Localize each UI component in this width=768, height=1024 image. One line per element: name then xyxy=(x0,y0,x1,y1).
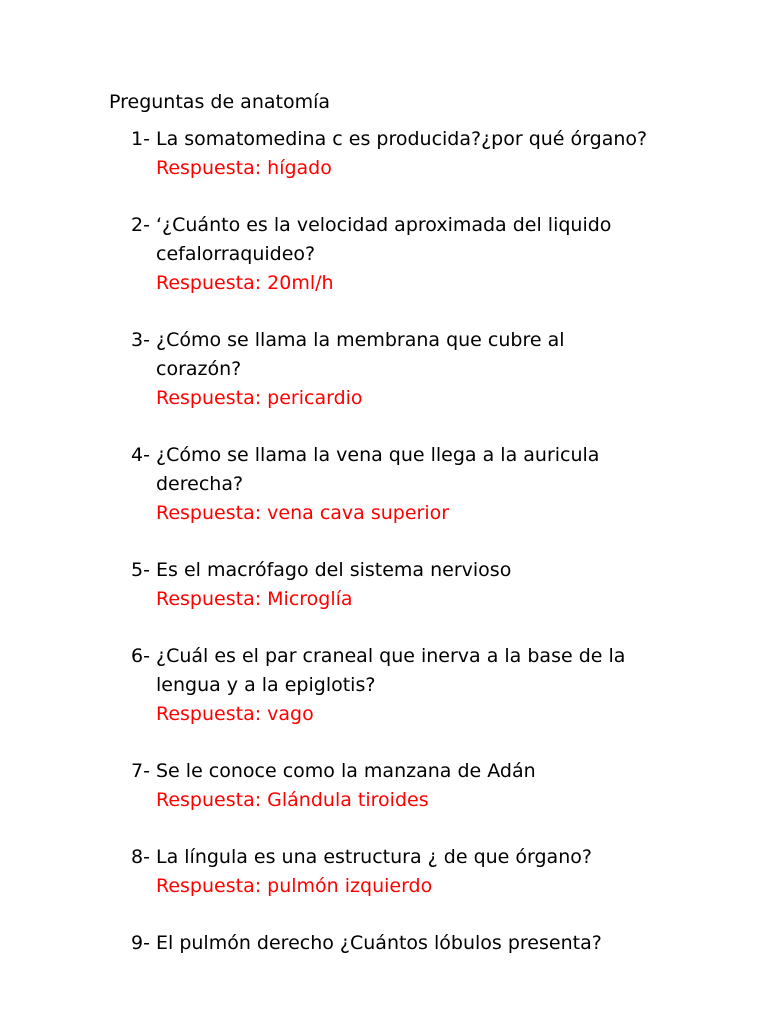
question-number: 6- xyxy=(131,645,150,667)
question-number: 7- xyxy=(131,760,150,782)
question-item-2 xyxy=(131,211,651,298)
question-text: ¿Cómo se llama la membrana que cubre al corazón? xyxy=(156,329,565,380)
question-text: ¿Cómo se llama la vena que llega a la auricula derecha? xyxy=(156,444,600,495)
question-number: 9- xyxy=(131,932,150,954)
answer-text: Respuesta: hígado xyxy=(156,157,332,179)
question-item-9 xyxy=(131,929,651,958)
question-text: ¿Cuál es el par craneal que inerva a la base de la lengua y a la epiglotis? xyxy=(156,645,626,696)
question-item-5 xyxy=(131,556,651,614)
question-number: 3- xyxy=(131,329,150,351)
question-list xyxy=(131,125,651,986)
answer-text: Respuesta: Glándula tiroides xyxy=(156,789,429,811)
question-text: Es el macrófago del sistema nervioso xyxy=(156,559,512,581)
answer-text: Respuesta: Microglía xyxy=(156,588,353,610)
answer-text: Respuesta: pulmón izquierdo xyxy=(156,875,433,897)
question-item-1 xyxy=(131,125,651,183)
question-item-8 xyxy=(131,843,651,901)
question-text: Se le conoce como la manzana de Adán xyxy=(156,760,536,782)
question-number: 1- xyxy=(131,128,150,150)
question-number: 4- xyxy=(131,444,150,466)
question-item-4 xyxy=(131,441,651,528)
question-text: El pulmón derecho ¿Cuántos lóbulos presenta? xyxy=(156,932,602,954)
question-item-6 xyxy=(131,642,651,729)
question-item-7 xyxy=(131,757,651,815)
question-number: 5- xyxy=(131,559,150,581)
answer-text: Respuesta: 20ml/h xyxy=(156,272,334,294)
question-text: La somatomedina c es producida?¿por qué órgano? xyxy=(156,128,648,150)
answer-text: Respuesta: vago xyxy=(156,703,314,725)
question-number: 8- xyxy=(131,846,150,868)
answer-text: Respuesta: vena cava superior xyxy=(156,502,450,524)
question-number: 2- xyxy=(131,214,150,236)
answer-text: Respuesta: pericardio xyxy=(156,387,363,409)
document-title: Preguntas de anatomía xyxy=(109,91,331,113)
question-text: ‘¿Cuánto es la velocidad aproximada del liquido cefalorraquideo? xyxy=(156,214,612,265)
question-text: La língula es una estructura ¿ de que órgano? xyxy=(156,846,592,868)
question-item-3 xyxy=(131,326,651,413)
